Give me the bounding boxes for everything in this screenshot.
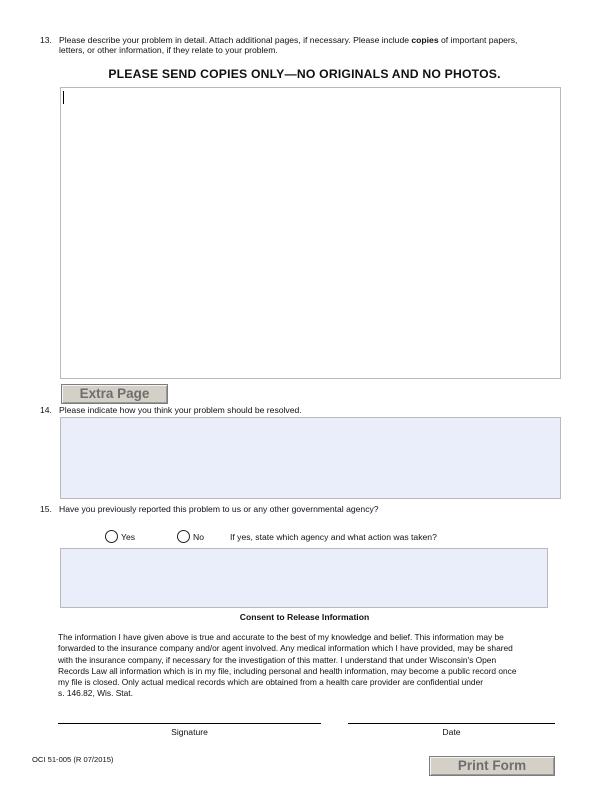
q14-number: 14. [40, 405, 52, 415]
date-label: Date [442, 727, 461, 737]
no-label: No [193, 532, 204, 542]
q13-text-bold: copies [411, 35, 439, 45]
q13-number: 13. [40, 35, 52, 45]
consent-line: s. 146.82, Wis. Stat. [58, 688, 133, 699]
consent-line: with the insurance company, if necessary for the investigation of this matter. I understand that under Wisconsin's Open [58, 654, 497, 665]
agency-action-field[interactable] [60, 548, 548, 608]
q15-text: Have you previously reported this problem to us or any other governmental agency? [59, 504, 379, 514]
form-id: OCI 51-005 (R 07/2015) [32, 755, 114, 764]
consent-line: Records Law all information which is in my file, including personal and health information, may become a public record once [58, 665, 517, 676]
signature-label: Signature [171, 727, 208, 737]
yes-label: Yes [121, 532, 136, 542]
no-radio[interactable] [177, 530, 190, 543]
q13-text-line2: letters, or other information, if they relate to your problem. [59, 45, 278, 55]
problem-description-field[interactable] [60, 87, 561, 379]
consent-line: forwarded to the insurance company and/or agent involved. Any medical information which I have provided, may be shared [58, 643, 513, 654]
signature-line[interactable] [58, 723, 321, 724]
copies-only-heading: PLEASE SEND COPIES ONLY—NO ORIGINALS AND NO PHOTOS. [108, 67, 501, 81]
q13-text-part1: Please describe your problem in detail. Attach additional pages, if necessary. Please include [59, 35, 412, 45]
q15-number: 15. [40, 504, 52, 514]
extra-page-button[interactable]: Extra Page [61, 384, 168, 404]
resolution-field[interactable] [60, 417, 561, 499]
yes-radio[interactable] [105, 530, 118, 543]
q14-text: Please indicate how you think your problem should be resolved. [59, 405, 302, 415]
agency-prompt: If yes, state which agency and what action was taken? [230, 532, 437, 542]
print-form-button[interactable]: Print Form [429, 756, 555, 776]
consent-line: The information I have given above is true and accurate to the best of my knowledge and belief. This information may be [58, 632, 504, 642]
consent-title: Consent to Release Information [239, 612, 370, 622]
consent-paragraph [58, 632, 558, 700]
text-cursor [63, 91, 64, 104]
consent-line: my file is closed. Only actual medical records which are obtained from a health care provider are confidential under [58, 677, 484, 688]
date-line[interactable] [348, 723, 555, 724]
q13-text-part2: of important papers, [438, 35, 518, 45]
